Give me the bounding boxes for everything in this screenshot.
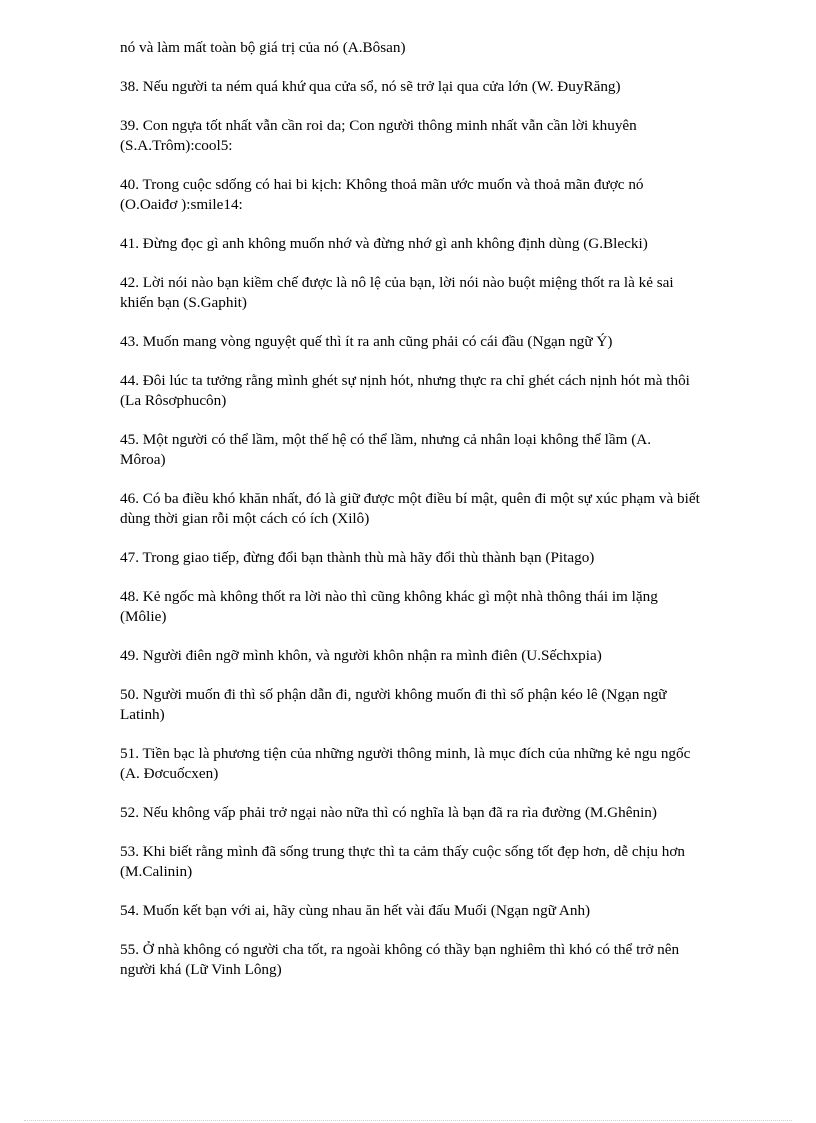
quote-49: 49. Người điên ngỡ mình khôn, và người khôn nhận ra mình điên (U.Sếchxpia) (120, 647, 602, 664)
quote-43: 43. Muốn mang vòng nguyệt quế thì ít ra anh cũng phải có cái đầu (Ngạn ngữ Ý) (120, 333, 613, 350)
paragraph-continuation: nó và làm mất toàn bộ giá trị của nó (A.Bôsan) (120, 39, 406, 56)
quote-46: 46. Có ba điều khó khăn nhất, đó là giữ được một điều bí mật, quên đi một sự xúc phạm và biết dùng thời gian rỗi một cách có ích (Xilô) (120, 490, 700, 527)
quote-39: 39. Con ngựa tốt nhất vẫn cần roi da; Con người thông minh nhất vẫn cần lời khuyên (S.A.Trôm):cool5: (120, 117, 637, 154)
quote-40: 40. Trong cuộc sdống có hai bi kịch: Không thoả mãn ước muốn và thoả mãn được nó (O.Oaiđơ ):smile14: (120, 176, 644, 213)
quote-55: 55. Ở nhà không có người cha tốt, ra ngoài không có thầy bạn nghiêm thì khó có thể trở nên người khá (Lữ Vinh Lông) (120, 941, 680, 978)
document-body (120, 38, 700, 999)
quote-50: 50. Người muốn đi thì số phận dẫn đi, người không muốn đi thì số phận kéo lê (Ngạn ngữ Latinh) (120, 686, 667, 723)
quote-38: 38. Nếu người ta ném quá khứ qua cửa sổ, nó sẽ trở lại qua cửa lớn (W. ĐuyRăng) (120, 78, 621, 95)
quote-53: 53. Khi biết rằng mình đã sống trung thực thì ta cảm thấy cuộc sống tốt đẹp hơn, dễ chịu hơn (M.Calinin) (120, 843, 686, 880)
quote-54: 54. Muốn kết bạn với ai, hãy cùng nhau ăn hết vài đấu Muối (Ngạn ngữ Anh) (120, 902, 591, 919)
quote-52: 52. Nếu không vấp phải trở ngại nào nữa thì có nghĩa là bạn đã ra rìa đường (M.Ghênin) (120, 804, 657, 821)
quote-45: 45. Một người có thể lầm, một thế hệ có thể lầm, nhưng cả nhân loại không thể lầm (A. Môroa) (120, 431, 652, 468)
quote-44: 44. Đôi lúc ta tưởng rằng mình ghét sự nịnh hót, nhưng thực ra chỉ ghét cách nịnh hót mà thôi (La Rôsơphucôn) (120, 372, 690, 409)
quote-48: 48. Kẻ ngốc mà không thốt ra lời nào thì cũng không khác gì một nhà thông thái im lặng (Môlie) (120, 588, 658, 625)
quote-51: 51. Tiền bạc là phương tiện của những người thông minh, là mục đích của những kẻ ngu ngốc (A. Đơcuốcxen) (120, 745, 691, 782)
quote-47: 47. Trong giao tiếp, đừng đổi bạn thành thù mà hãy đổi thù thành bạn (Pitago) (120, 549, 595, 566)
quote-42: 42. Lời nói nào bạn kiềm chế được là nô lệ của bạn, lời nói nào buột miệng thốt ra là kẻ sai khiến bạn (S.Gaphit) (120, 274, 674, 311)
quote-41: 41. Đừng đọc gì anh không muốn nhớ và đừng nhớ gì anh không định dùng (G.Blecki) (120, 235, 648, 252)
page-bottom-edge (24, 1120, 792, 1121)
